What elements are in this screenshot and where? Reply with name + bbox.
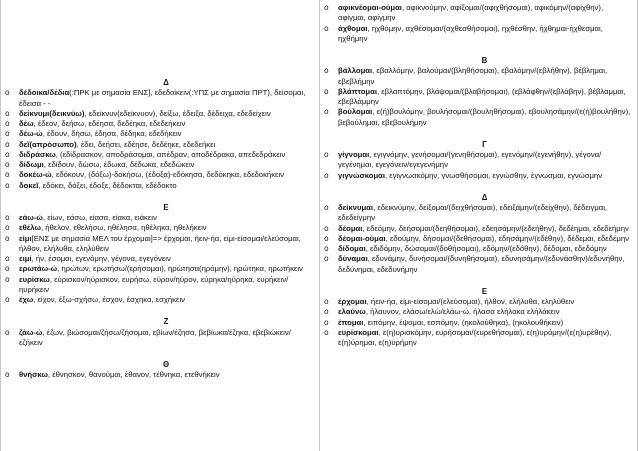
letter-section — [5, 317, 313, 348]
list-bullet: o — [324, 244, 329, 253]
list-bullet: o — [5, 327, 10, 337]
letter-section — [5, 360, 313, 381]
list-bullet: o — [5, 160, 10, 169]
verb-entry — [5, 223, 313, 233]
list-bullet: o — [5, 88, 10, 98]
verb-lemma: δέομαι — [338, 223, 363, 233]
list-bullet: o — [5, 149, 10, 159]
verb-principal-parts: (:ΠΡΚ με σημασία ΕΝΣ], εδεδοίκειν(:ΥΠΣ με σημασία ΠΡΤ), δείσομαι, έδεισα - - — [19, 88, 306, 108]
verb-entry — [5, 264, 313, 274]
verb-lemma: δοκέω-ώ — [19, 170, 52, 180]
verb-lemma: βούλομαι — [338, 107, 373, 117]
verb-principal-parts: , ήν, έσομαι, εγενόμην, γέγονα, εγεγόνειν — [31, 254, 171, 263]
list-bullet: o — [5, 223, 10, 233]
verb-principal-parts: , εδόκει, δόξει, έδοξε, δέδοκται, εδέδοκτο — [38, 180, 177, 190]
verb-lemma: ευρίσκω — [19, 274, 50, 284]
verb-lemma: δίδομαι — [338, 244, 366, 253]
verb-principal-parts: , έδεον, δεήσω, εδέησα, δεδέηκα, εδεδεήκειν — [33, 119, 186, 128]
list-bullet: o — [324, 327, 329, 337]
verb-lemma: βλάπτομαι — [338, 86, 377, 96]
list-bullet: o — [324, 107, 329, 117]
verb-entry — [324, 307, 631, 317]
verb-lemma: αφικνέομαι-ούμαι — [338, 3, 402, 12]
verb-principal-parts: , έδουν, δήσω, έδησα, δέδηκα, εδεδήκειν — [42, 129, 182, 139]
letter-section — [324, 287, 631, 349]
verb-principal-parts: , εγιγνωσκόμην, γνωσθήσομαι, εγνώσθην, έγνωσμαι, εγνώσμην — [385, 170, 603, 180]
verb-principal-parts: , ήλαυνον, ελάσω/ελώ/ελάω-ώ, ήλασα ελήλακα ελήλάκειν — [365, 307, 560, 317]
verb-principal-parts: , αφικνούμην, αφίξομαι/(αφιχθήσομαι), αφικόμην/(αφίχθην), αφίγμαι, αφίγμην — [338, 3, 604, 23]
verb-principal-parts: , ε(ή)βουλόμην, βουλήσομαι/(βουληθήσομαι), εβουλησάμην/(ε(ή)βουλήθην), βεβούλημαι, εβεβουλήμην — [338, 107, 631, 127]
verb-lemma: έπομαι — [338, 317, 364, 327]
verb-entry — [5, 109, 313, 119]
verb-lemma: γίγνομαι — [338, 150, 370, 159]
verb-lemma: δείκνυμι(δεικνύω) — [19, 108, 85, 118]
verb-lemma: ειμί — [19, 254, 32, 263]
verb-entry — [324, 254, 631, 275]
verb-entry — [5, 295, 313, 305]
verb-entry — [5, 234, 313, 255]
verb-entry — [5, 170, 313, 180]
list-bullet: o — [5, 170, 10, 180]
verb-principal-parts: , (εδίδρασκον, αποδράσομαι, απέδραν, αποδέδρακα, απεδεδράκειν — [55, 149, 286, 159]
list-bullet: o — [324, 66, 329, 76]
letter-section — [324, 56, 631, 128]
verb-lemma: άχθομαι — [338, 23, 368, 33]
section-letter-heading: Δ — [481, 192, 488, 202]
verb-lemma: είμι — [19, 233, 32, 243]
verb-lemma: δέδοικα/δέδια — [19, 88, 70, 98]
verb-entry — [5, 129, 313, 139]
letter-section — [5, 203, 313, 306]
verb-principal-parts: , ηρώτων, ερωτήσω/(ερήσομαι), ηρώτησα(ηρόμην), ηρώτηκα, ηρωτήκειν — [57, 264, 303, 274]
letter-section — [324, 193, 631, 275]
verb-entry — [5, 254, 313, 264]
list-bullet: o — [5, 254, 10, 263]
verb-principal-parts: [ΕΝΣ με σημασία ΜΕΛ του έρχομαι]=> έρχομαι, ήειν-ήα, είμι-είσομαι/ελεύσομαι, ήλθον, ελήλυθα, εληλύθειν — [19, 233, 301, 253]
list-bullet: o — [324, 223, 329, 233]
verb-principal-parts: , είων, εάσω, είασα, είακα, ειάκειν — [42, 213, 157, 222]
verb-entry — [324, 224, 631, 234]
verb-principal-parts: , εδιδόμην, δώσομαι/(δοθήσομαι), εδόμην/(εδόθην), δέδομαι, εδεδόμην — [365, 244, 607, 253]
verb-entry — [5, 150, 313, 160]
verb-entry — [5, 275, 313, 296]
verb-principal-parts: , είχον, έξω-σχήσω, έσχον, έσχηκα, εσχήκειν — [33, 295, 186, 304]
letter-section — [324, 140, 631, 181]
verb-entry — [324, 3, 631, 24]
verb-entry — [5, 370, 313, 380]
verb-lemma: ζάω-ώ — [19, 327, 43, 337]
verb-entry — [324, 318, 631, 328]
verb-principal-parts: , έθνησκον, θανούμαι, έθανον, τέθνηκα, ετεθνήκειν — [47, 370, 220, 380]
list-bullet: o — [324, 86, 329, 96]
verb-principal-parts: , έδει, δεήσει, εδέησε, δεδέηκε, εδεδεήκει — [76, 139, 216, 149]
letter-section — [5, 78, 313, 191]
verb-principal-parts: , ηχθόμην, αχθέσομαι/(αχθεσθήσομαι), ηχθέσθην, ήχθημαι-ήχθεσμαι, ηχθήμην — [338, 23, 603, 43]
verb-entry — [324, 171, 631, 181]
list-bullet: o — [5, 370, 10, 380]
verb-entry — [5, 213, 313, 223]
section-letter-heading: Ε — [163, 202, 169, 212]
list-bullet: o — [324, 297, 329, 306]
verb-lemma: δέομαι-ούμαι — [338, 233, 386, 243]
verb-principal-parts: , εγιγνόμην, γενήσομαι/(γενηθήσομαι), εγενόμην/(εγενήθην), γέγονα/γεγένημαι, εγεγόνειν/εγεγενήμην — [338, 150, 602, 170]
verb-entry — [324, 328, 631, 349]
verb-entry — [5, 160, 313, 170]
verb-entry — [324, 234, 631, 244]
list-bullet: o — [5, 119, 10, 128]
verb-entry — [5, 181, 313, 191]
verb-principal-parts: , έζων, βιώσομαι/ζήσω/ζήσομαι, εβίων/έζησα, βεβίωκα/έζηκα, εβεβιώκειν/εζήκειν — [19, 327, 291, 347]
list-bullet: o — [324, 233, 329, 243]
verb-lemma: έχω — [19, 295, 34, 304]
verb-principal-parts: , εδούμην, δήσομαι/(δεθήσομαι), εδησάμην/(εδέθην), δέδεμαι, εδεδέμην — [385, 233, 629, 243]
verb-lemma: δέω-ώ — [19, 129, 43, 139]
list-bullet: o — [324, 150, 329, 159]
list-bullet: o — [5, 274, 10, 284]
list-bullet: o — [324, 307, 329, 317]
verb-lemma: έρχομαι — [338, 297, 367, 306]
list-bullet: o — [5, 108, 10, 118]
section-letter-heading: Θ — [162, 360, 170, 369]
list-bullet: o — [324, 317, 329, 327]
verb-lemma: γιγνώσκομαι — [338, 170, 386, 180]
list-bullet: o — [324, 3, 329, 12]
list-bullet: o — [324, 254, 329, 264]
verb-entry — [324, 87, 631, 108]
verb-entry — [5, 328, 313, 349]
verb-entry — [5, 88, 313, 109]
list-bullet: o — [5, 295, 10, 304]
verb-principal-parts: , εδόκουν, (δόξω)-δοκήσω, (έδοξα)-εδόκησα, δεδόκηκα, εδεδοκήκειν — [51, 170, 285, 180]
verb-principal-parts: , εδεόμην, δεήσομαι/(δεηθήσομαι), εδεησάμην/(εδεήθην), δεδέημαι, εδεδεήμην — [362, 223, 629, 233]
verb-principal-parts: , ήειν-ήα, είμι-είσομαι/(ελεύσομαι), ήλθον, ελήλυθα, εληλύθειν — [366, 297, 575, 306]
verb-lemma: δοκεῖ — [19, 180, 39, 190]
verb-entry — [5, 119, 313, 129]
list-bullet: o — [5, 139, 10, 149]
section-letter-heading: Ζ — [163, 317, 169, 327]
letter-section — [324, 3, 631, 44]
list-bullet: o — [324, 203, 329, 212]
section-letter-heading: Γ — [482, 139, 487, 149]
verb-lemma: δύναμαι — [338, 254, 368, 264]
verb-lemma: ελαύνω — [338, 307, 366, 317]
list-bullet: o — [5, 180, 10, 190]
verb-principal-parts: , εβαλλόμην, βαλούμαι/(βληθήσομαι), εβαλόμην/(εβλήθην), βέβλημαι, εβεβλήμην — [338, 66, 608, 86]
verb-entry — [324, 66, 631, 87]
verb-principal-parts: , εδείκνυν(εδείκνυον), δείξω, έδειξα, δέδειχα, εδεδείχειν — [84, 108, 271, 118]
verb-principal-parts: , εδεικνύμην, δείξομαι/(δειχθήσομαι), εδειξάμην/(εδείχθην), δέδειγμαι, εδεδείγμην — [338, 203, 608, 223]
verb-entry — [324, 24, 631, 45]
verb-lemma: θνήσκω — [19, 370, 48, 380]
verb-lemma: δείκνυμαι — [338, 203, 374, 212]
verb-lemma: εθέλω — [19, 223, 41, 233]
list-bullet: o — [5, 264, 10, 274]
verb-entry — [324, 107, 631, 128]
verb-principal-parts: , εβλαπτόμην, βλάψομαι/(βλαβήσομαι), (εβλάφθην/(εβλάβην), βέβλαμμαι, εβεβλάμμην — [338, 86, 626, 106]
list-bullet: o — [5, 213, 10, 222]
verb-principal-parts: , ε(η)υρισκόμην, ευρήσομαι/(ευρεθήσομαι), ε(η)υρόμην/(ε(η)υρέθην), ε(η)ύρημαι, ε(η)υρήμην — [338, 327, 612, 347]
verb-lemma: εάω-ώ — [19, 213, 43, 222]
verb-principal-parts: , εδυνάμην, δυνήσομαι/(δυνηθήσομαι), εδυνησάμην/(εδυνάσθην)/εδυνήθην, δεδύνημαι, εδεδυνήμην — [338, 254, 625, 274]
section-letter-heading: Ε — [481, 286, 488, 296]
verb-principal-parts: , ήθελον, εθελήσω, ηθέλησα, ηθέληκα, ηθελήκειν — [40, 223, 207, 233]
verb-principal-parts: , εύρισκον/ηύρισκον, ευρήσω, εύρον/ηύρον, εύρηκα/ηύρηκα, ευρήκειν/ηυρήκειν — [19, 274, 289, 294]
list-bullet: o — [324, 23, 329, 33]
verb-entry — [324, 244, 631, 254]
verb-lemma: δίδωμι — [19, 160, 44, 169]
list-bullet: o — [324, 170, 329, 180]
verb-entry — [324, 203, 631, 224]
verb-principal-parts: , ειπόμην, έψομαι, εσπόμην, (ηκολούθηκα), (ηκολουθήκειν) — [363, 317, 564, 327]
verb-lemma: βάλλομαι — [338, 66, 373, 76]
verb-entry — [5, 140, 313, 150]
verb-lemma: ερωτάω-ώ — [19, 264, 58, 274]
list-bullet: o — [5, 129, 10, 139]
verb-principal-parts: , εδίδουν, δώσω, έδωκα, δέδωκα, εδεδώκειν — [43, 160, 195, 169]
section-letter-heading: Β — [481, 56, 488, 65]
verb-lemma: δέω — [19, 119, 34, 128]
verb-lemma: ευρίσκομαι — [338, 327, 379, 337]
verb-entry — [324, 297, 631, 307]
section-letter-heading: Δ — [163, 78, 169, 87]
verb-entry — [324, 150, 631, 171]
right-column — [319, 0, 638, 451]
verb-lemma: διδράσκω — [19, 149, 56, 159]
list-bullet: o — [5, 233, 10, 243]
verb-lemma: δεῖ(απρόσωπο) — [19, 139, 77, 149]
